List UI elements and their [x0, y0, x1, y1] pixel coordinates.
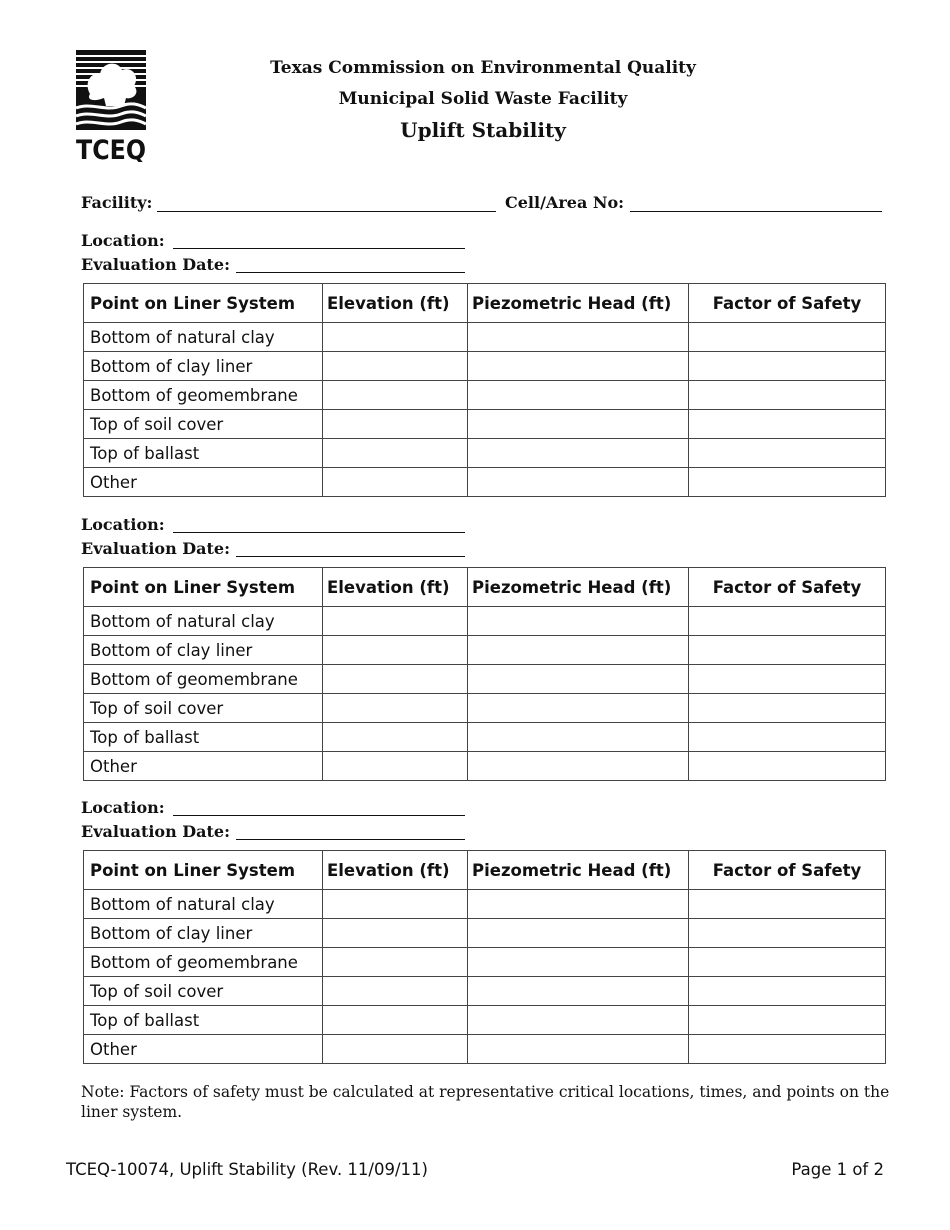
- column-header: Point on Liner System: [84, 568, 323, 607]
- factor-of-safety-cell[interactable]: [689, 723, 886, 752]
- table-row: [84, 948, 886, 977]
- agency-name: Texas Commission on Environmental Quality: [270, 58, 696, 78]
- table-header-row: [84, 851, 886, 890]
- column-header: Point on Liner System: [84, 284, 323, 323]
- elevation-cell[interactable]: [323, 665, 468, 694]
- liner-point: Bottom of clay liner: [84, 352, 323, 381]
- piezometric-head-cell[interactable]: [468, 919, 689, 948]
- factor-of-safety-cell[interactable]: [689, 890, 886, 919]
- column-header: Piezometric Head (ft): [468, 284, 689, 323]
- factor-of-safety-cell[interactable]: [689, 410, 886, 439]
- liner-point: Bottom of geomembrane: [84, 381, 323, 410]
- piezometric-head-cell[interactable]: [468, 1006, 689, 1035]
- location-field[interactable]: [173, 532, 465, 533]
- liner-point: Top of ballast: [84, 723, 323, 752]
- liner-point: Top of ballast: [84, 1006, 323, 1035]
- table-header-row: [84, 284, 886, 323]
- factor-of-safety-cell[interactable]: [689, 468, 886, 497]
- elevation-cell[interactable]: [323, 919, 468, 948]
- piezometric-head-cell[interactable]: [468, 410, 689, 439]
- table-row: [84, 977, 886, 1006]
- piezometric-head-cell[interactable]: [468, 665, 689, 694]
- liner-table: [83, 567, 886, 781]
- form-id: TCEQ-10074, Uplift Stability (Rev. 11/09/11): [66, 1160, 428, 1179]
- piezometric-head-cell[interactable]: [468, 890, 689, 919]
- elevation-cell[interactable]: [323, 381, 468, 410]
- elevation-cell[interactable]: [323, 1006, 468, 1035]
- column-header: Piezometric Head (ft): [468, 851, 689, 890]
- elevation-cell[interactable]: [323, 439, 468, 468]
- table-row: [84, 1035, 886, 1064]
- factor-of-safety-cell[interactable]: [689, 352, 886, 381]
- table-row: [84, 1006, 886, 1035]
- elevation-cell[interactable]: [323, 607, 468, 636]
- column-header: Elevation (ft): [323, 568, 468, 607]
- column-header: Elevation (ft): [323, 851, 468, 890]
- table-row: [84, 723, 886, 752]
- liner-point: Bottom of natural clay: [84, 890, 323, 919]
- piezometric-head-cell[interactable]: [468, 381, 689, 410]
- table-row: [84, 919, 886, 948]
- evaluation-date-label: Evaluation Date:: [81, 822, 230, 841]
- elevation-cell[interactable]: [323, 723, 468, 752]
- piezometric-head-cell[interactable]: [468, 723, 689, 752]
- facility-type: Municipal Solid Waste Facility: [338, 89, 628, 109]
- table-row: [84, 636, 886, 665]
- piezometric-head-cell[interactable]: [468, 468, 689, 497]
- table-row: [84, 752, 886, 781]
- table-row: [84, 607, 886, 636]
- elevation-cell[interactable]: [323, 890, 468, 919]
- elevation-cell[interactable]: [323, 352, 468, 381]
- elevation-cell[interactable]: [323, 1035, 468, 1064]
- factor-of-safety-cell[interactable]: [689, 665, 886, 694]
- piezometric-head-cell[interactable]: [468, 352, 689, 381]
- evaluation-date-label: Evaluation Date:: [81, 539, 230, 558]
- facility-field[interactable]: [157, 211, 496, 212]
- piezometric-head-cell[interactable]: [468, 323, 689, 352]
- liner-table: [83, 283, 886, 497]
- factor-of-safety-cell[interactable]: [689, 381, 886, 410]
- table-row: [84, 439, 886, 468]
- table-header-row: [84, 568, 886, 607]
- column-header: Factor of Safety: [689, 568, 886, 607]
- table-row: [84, 323, 886, 352]
- factor-of-safety-cell[interactable]: [689, 694, 886, 723]
- liner-point: Bottom of clay liner: [84, 919, 323, 948]
- liner-point: Bottom of natural clay: [84, 607, 323, 636]
- liner-point: Other: [84, 1035, 323, 1064]
- liner-point: Other: [84, 752, 323, 781]
- piezometric-head-cell[interactable]: [468, 948, 689, 977]
- cell-area-label: Cell/Area No:: [505, 193, 625, 212]
- factor-of-safety-cell[interactable]: [689, 752, 886, 781]
- cell-area-field[interactable]: [630, 211, 882, 212]
- elevation-cell[interactable]: [323, 636, 468, 665]
- note-text: Note: Factors of safety must be calculated at representative critical locations, times, and points on the liner system.: [81, 1083, 890, 1121]
- piezometric-head-cell[interactable]: [468, 607, 689, 636]
- evaluation-date-field[interactable]: [236, 839, 465, 840]
- liner-point: Other: [84, 468, 323, 497]
- piezometric-head-cell[interactable]: [468, 752, 689, 781]
- elevation-cell[interactable]: [323, 468, 468, 497]
- location-field[interactable]: [173, 248, 465, 249]
- location-label: Location:: [81, 515, 165, 534]
- location-label: Location:: [81, 231, 165, 250]
- liner-point: Bottom of natural clay: [84, 323, 323, 352]
- evaluation-date-field[interactable]: [236, 556, 465, 557]
- liner-table: [83, 850, 886, 1064]
- factor-of-safety-cell[interactable]: [689, 948, 886, 977]
- column-header: Factor of Safety: [689, 284, 886, 323]
- form-title: Uplift Stability: [400, 118, 566, 142]
- elevation-cell[interactable]: [323, 323, 468, 352]
- table-row: [84, 665, 886, 694]
- liner-point: Bottom of geomembrane: [84, 665, 323, 694]
- table-row: [84, 468, 886, 497]
- column-header: Elevation (ft): [323, 284, 468, 323]
- factor-of-safety-cell[interactable]: [689, 919, 886, 948]
- page-number: Page 1 of 2: [791, 1160, 884, 1179]
- factor-of-safety-cell[interactable]: [689, 1035, 886, 1064]
- liner-point: Bottom of clay liner: [84, 636, 323, 665]
- table-row: [84, 352, 886, 381]
- elevation-cell[interactable]: [323, 694, 468, 723]
- liner-point: Bottom of geomembrane: [84, 948, 323, 977]
- piezometric-head-cell[interactable]: [468, 977, 689, 1006]
- location-field[interactable]: [173, 815, 465, 816]
- column-header: Factor of Safety: [689, 851, 886, 890]
- table-row: [84, 381, 886, 410]
- factor-of-safety-cell[interactable]: [689, 607, 886, 636]
- factor-of-safety-cell[interactable]: [689, 977, 886, 1006]
- factor-of-safety-cell[interactable]: [689, 636, 886, 665]
- elevation-cell[interactable]: [323, 948, 468, 977]
- piezometric-head-cell[interactable]: [468, 439, 689, 468]
- location-label: Location:: [81, 798, 165, 817]
- elevation-cell[interactable]: [323, 410, 468, 439]
- facility-label: Facility:: [81, 193, 153, 212]
- table-row: [84, 890, 886, 919]
- elevation-cell[interactable]: [323, 752, 468, 781]
- liner-point: Top of ballast: [84, 439, 323, 468]
- liner-point: Top of soil cover: [84, 694, 323, 723]
- evaluation-date-field[interactable]: [236, 272, 465, 273]
- table-row: [84, 410, 886, 439]
- piezometric-head-cell[interactable]: [468, 636, 689, 665]
- column-header: Point on Liner System: [84, 851, 323, 890]
- liner-point: Top of soil cover: [84, 977, 323, 1006]
- piezometric-head-cell[interactable]: [468, 1035, 689, 1064]
- column-header: Piezometric Head (ft): [468, 568, 689, 607]
- logo-wordmark: TCEQ: [76, 135, 146, 162]
- piezometric-head-cell[interactable]: [468, 694, 689, 723]
- factor-of-safety-cell[interactable]: [689, 323, 886, 352]
- evaluation-date-label: Evaluation Date:: [81, 255, 230, 274]
- table-row: [84, 694, 886, 723]
- elevation-cell[interactable]: [323, 977, 468, 1006]
- factor-of-safety-cell[interactable]: [689, 439, 886, 468]
- liner-point: Top of soil cover: [84, 410, 323, 439]
- factor-of-safety-cell[interactable]: [689, 1006, 886, 1035]
